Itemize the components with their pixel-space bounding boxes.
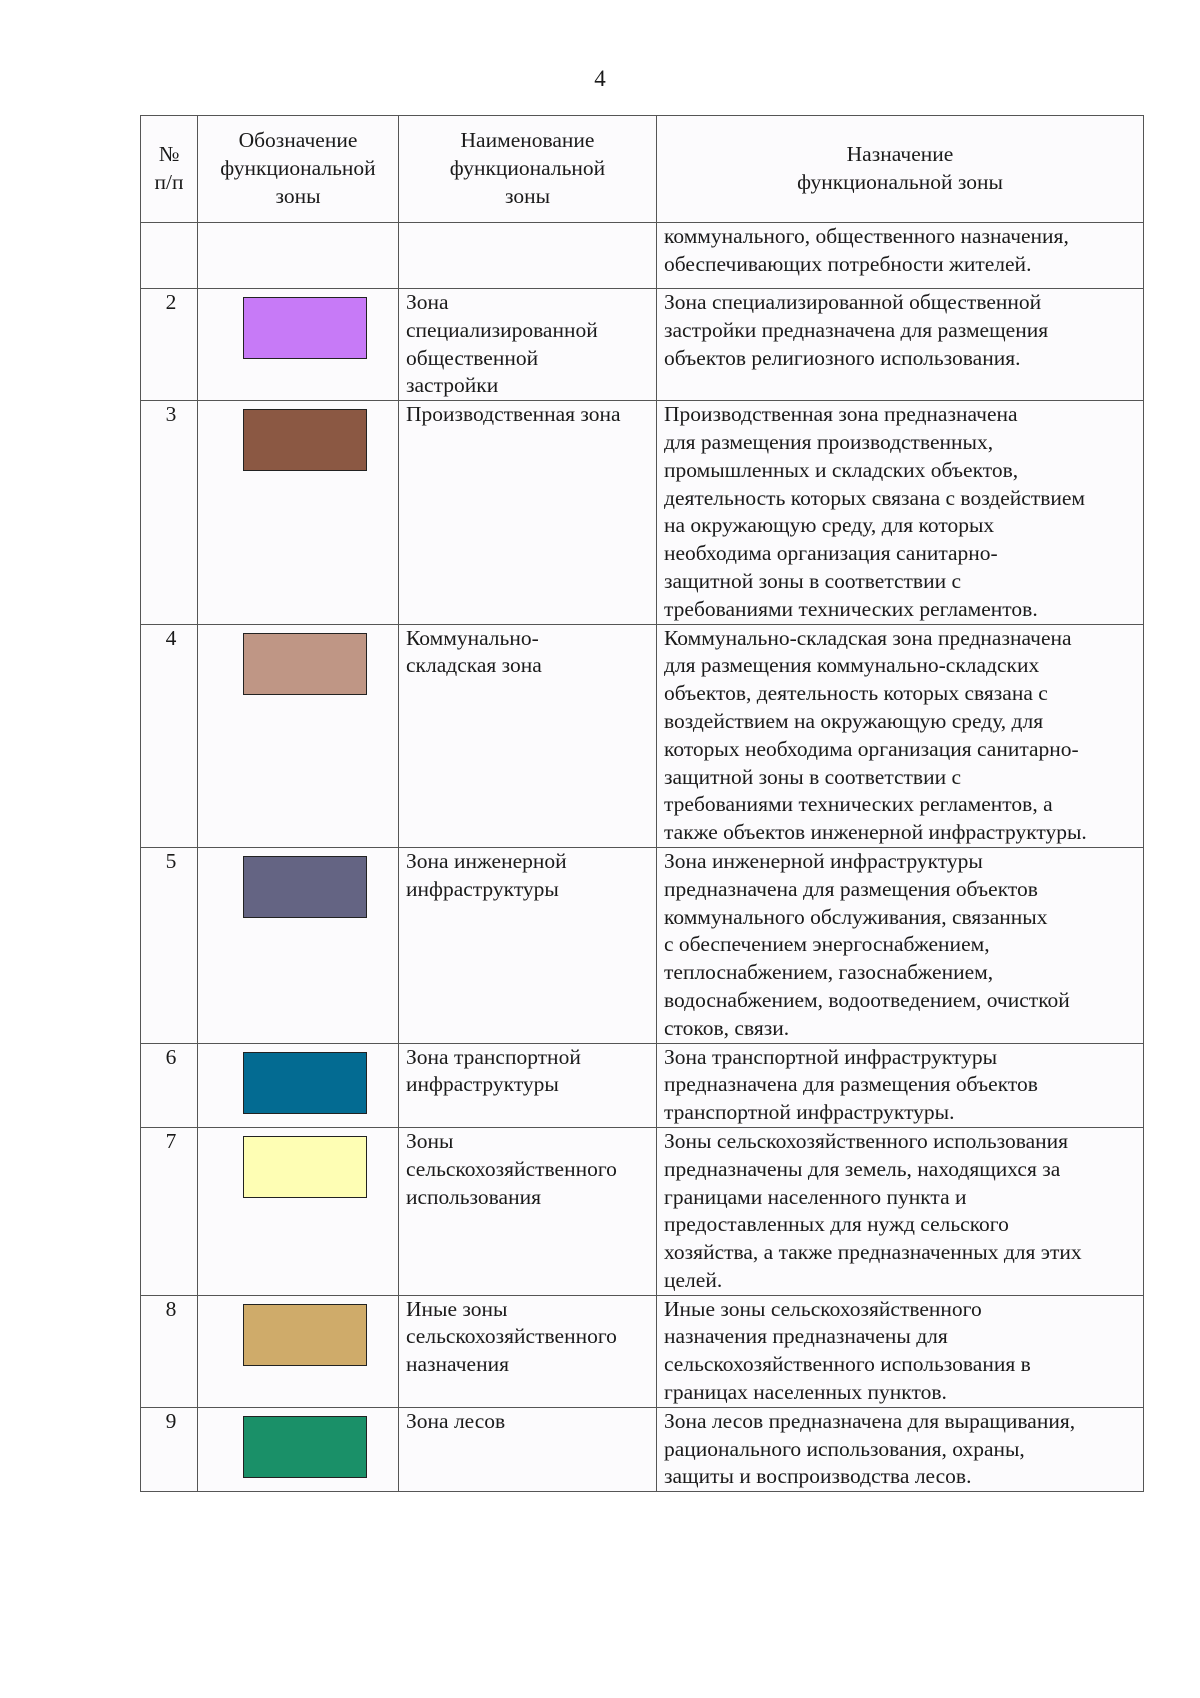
purpose-line: сельскохозяйственного использования в bbox=[664, 1352, 1031, 1377]
purpose-line: Производственная зона предназначена bbox=[664, 402, 1018, 427]
zone-name-line: сельскохозяйственного bbox=[406, 1324, 617, 1349]
table-row bbox=[141, 1127, 1144, 1295]
purpose-line: водоснабжением, водоотведением, очисткой bbox=[664, 987, 1070, 1012]
row-zone-name bbox=[399, 1295, 657, 1407]
header-purpose bbox=[657, 116, 1144, 223]
zone-name-line: складская зона bbox=[406, 653, 542, 678]
row-zone-purpose bbox=[657, 1127, 1144, 1295]
zone-name-line: Зоны bbox=[406, 1128, 454, 1153]
header-purpose-line: Назначение bbox=[846, 142, 954, 167]
row-zone-name bbox=[399, 1043, 657, 1127]
header-num-line: № bbox=[158, 142, 180, 167]
table-row bbox=[141, 624, 1144, 847]
row-number: 8 bbox=[141, 1295, 198, 1407]
purpose-line: Зона специализированной общественной bbox=[664, 290, 1042, 314]
table-header bbox=[141, 116, 1144, 223]
zone-name-line: сельскохозяйственного bbox=[406, 1156, 617, 1181]
row-purpose-cell bbox=[657, 223, 1144, 289]
zone-name-line: инфраструктуры bbox=[406, 1072, 559, 1097]
purpose-line: объектов религиозного использования. bbox=[664, 345, 1021, 370]
purpose-line: Иные зоны сельскохозяйственного bbox=[664, 1296, 982, 1321]
row-zone-purpose bbox=[657, 847, 1144, 1043]
row-number: 7 bbox=[141, 1127, 198, 1295]
purpose-line: требованиями технических регламентов, а bbox=[664, 792, 1053, 817]
header-designation-line: зоны bbox=[275, 183, 321, 208]
purpose-line: для размещения коммунально-складских bbox=[664, 653, 1040, 678]
zone-name-line: Производственная зона bbox=[406, 402, 621, 427]
purpose-line: для размещения производственных, bbox=[664, 429, 994, 454]
row-zone-name bbox=[399, 624, 657, 847]
purpose-line: Коммунально-складская зона предназначена bbox=[664, 625, 1072, 650]
zone-color-swatch bbox=[243, 856, 367, 918]
table-row bbox=[141, 289, 1144, 401]
purpose-line: Зона лесов предназначена для выращивания, bbox=[664, 1408, 1076, 1433]
row-zone-name bbox=[399, 847, 657, 1043]
row-number: 5 bbox=[141, 847, 198, 1043]
row-zone-name bbox=[399, 1127, 657, 1295]
purpose-line: с обеспечением энергоснабжением, bbox=[664, 932, 990, 957]
zone-name-line: Зона лесов bbox=[406, 1408, 506, 1433]
table-row bbox=[141, 1407, 1144, 1491]
row-zone-purpose bbox=[657, 1043, 1144, 1127]
purpose-line: на окружающую среду, для которых bbox=[664, 513, 995, 538]
zone-name-line: специализированной bbox=[406, 317, 598, 342]
purpose-line: коммунального обслуживания, связанных bbox=[664, 904, 1048, 929]
row-swatch-cell bbox=[198, 289, 399, 401]
purpose-line: рационального использования, охраны, bbox=[664, 1436, 1025, 1461]
zone-name-line: назначения bbox=[406, 1352, 509, 1377]
purpose-line: Зоны сельскохозяйственного использования bbox=[664, 1128, 1069, 1153]
row-num-cell bbox=[141, 223, 198, 289]
row-swatch-cell bbox=[198, 1043, 399, 1127]
zone-color-swatch bbox=[243, 297, 367, 359]
row-zone-purpose bbox=[657, 624, 1144, 847]
zone-color-swatch bbox=[243, 409, 367, 471]
purpose-line: Зона инженерной инфраструктуры bbox=[664, 848, 983, 873]
purpose-line: Зона транспортной инфраструктуры bbox=[664, 1044, 998, 1069]
header-designation bbox=[198, 116, 399, 223]
row-number: 4 bbox=[141, 624, 198, 847]
purpose-line: защитной зоны в соответствии с bbox=[664, 764, 962, 789]
zone-name-line: застройки bbox=[406, 373, 499, 398]
row-zone-purpose bbox=[657, 401, 1144, 624]
page-number: 4 bbox=[594, 66, 606, 91]
zone-name-line: общественной bbox=[406, 345, 539, 370]
purpose-line: предоставленных для нужд сельского bbox=[664, 1212, 1009, 1237]
header-num bbox=[141, 116, 198, 223]
row-zone-purpose bbox=[657, 1407, 1144, 1491]
row-number: 2 bbox=[141, 289, 198, 401]
purpose-line: защитной зоны в соответствии с bbox=[664, 568, 962, 593]
zone-name-line: Зона инженерной bbox=[406, 848, 567, 873]
purpose-line: стоков, связи. bbox=[664, 1015, 790, 1040]
header-designation-line: функциональной bbox=[220, 156, 376, 181]
header-purpose-line: функциональной зоны bbox=[797, 170, 1003, 194]
purpose-line: защиты и воспроизводства лесов. bbox=[664, 1464, 972, 1489]
zone-name-line: Зона bbox=[406, 290, 449, 314]
header-name-line: Наименование bbox=[460, 128, 595, 153]
row-swatch-cell bbox=[198, 1407, 399, 1491]
row-name-cell bbox=[399, 223, 657, 289]
purpose-line: требованиями технических регламентов. bbox=[664, 596, 1038, 621]
purpose-line: предназначена для размещения объектов bbox=[664, 1072, 1038, 1097]
table-body bbox=[141, 223, 1144, 1492]
row-swatch-cell bbox=[198, 847, 399, 1043]
table-row bbox=[141, 1043, 1144, 1127]
row-number: 3 bbox=[141, 401, 198, 624]
purpose-line: назначения предназначены для bbox=[664, 1324, 948, 1349]
purpose-line: промышленных и складских объектов, bbox=[664, 457, 1019, 482]
zone-name-line: Иные зоны bbox=[406, 1296, 508, 1321]
header-num-line: п/п bbox=[154, 170, 184, 194]
row-zone-name bbox=[399, 1407, 657, 1491]
purpose-line: которых необходима организация санитарно- bbox=[664, 736, 1079, 761]
purpose-line: объектов, деятельность которых связана с bbox=[664, 681, 1048, 706]
row-swatch-cell bbox=[198, 624, 399, 847]
header-name-line: зоны bbox=[504, 183, 551, 208]
purpose-line: необходима организация санитарно- bbox=[664, 541, 998, 566]
zone-color-swatch bbox=[243, 1052, 367, 1114]
purpose-line: границами населенного пункта и bbox=[664, 1184, 967, 1209]
row-swatch-cell bbox=[198, 1295, 399, 1407]
zone-color-swatch bbox=[243, 633, 367, 695]
purpose-line: транспортной инфраструктуры. bbox=[664, 1100, 955, 1125]
table-row bbox=[141, 401, 1144, 624]
zone-name-line: инфраструктуры bbox=[406, 876, 559, 901]
purpose-line: застройки предназначена для размещения bbox=[664, 317, 1049, 342]
purpose-line: коммунального, общественного назначения, bbox=[664, 224, 1069, 248]
purpose-line: границах населенных пунктов. bbox=[664, 1380, 947, 1405]
header-name bbox=[399, 116, 657, 223]
continuation-row bbox=[141, 223, 1144, 289]
zone-name-line: Коммунально- bbox=[406, 625, 539, 650]
zone-color-swatch bbox=[243, 1136, 367, 1198]
purpose-line: также объектов инженерной инфраструктуры. bbox=[664, 820, 1087, 845]
purpose-line: предназначены для земель, находящихся за bbox=[664, 1156, 1061, 1181]
row-zone-name bbox=[399, 289, 657, 401]
purpose-line: деятельность которых связана с воздействием bbox=[664, 485, 1086, 510]
row-swatch-cell bbox=[198, 401, 399, 624]
purpose-line: целей. bbox=[664, 1267, 723, 1292]
header-row bbox=[141, 116, 1144, 223]
row-swatch-cell bbox=[198, 223, 399, 289]
header-designation-line: Обозначение bbox=[238, 128, 358, 153]
row-number: 6 bbox=[141, 1043, 198, 1127]
row-swatch-cell bbox=[198, 1127, 399, 1295]
zone-name-line: Зона транспортной bbox=[406, 1044, 581, 1069]
purpose-line: теплоснабжением, газоснабжением, bbox=[664, 960, 994, 985]
zone-name-line: использования bbox=[406, 1184, 541, 1209]
table-row bbox=[141, 847, 1144, 1043]
row-zone-purpose bbox=[657, 1295, 1144, 1407]
zone-color-swatch bbox=[243, 1416, 367, 1478]
table-row bbox=[141, 1295, 1144, 1407]
functional-zones-table bbox=[140, 115, 1144, 1492]
zone-color-swatch bbox=[243, 1304, 367, 1366]
row-zone-name bbox=[399, 401, 657, 624]
row-zone-purpose bbox=[657, 289, 1144, 401]
purpose-line: хозяйства, а также предназначенных для этих bbox=[664, 1240, 1082, 1265]
purpose-line: предназначена для размещения объектов bbox=[664, 876, 1038, 901]
purpose-line: обеспечивающих потребности жителей. bbox=[664, 251, 1032, 276]
purpose-line: воздействием на окружающую среду, для bbox=[664, 708, 1044, 733]
row-number: 9 bbox=[141, 1407, 198, 1491]
header-name-line: функциональной bbox=[449, 156, 606, 181]
